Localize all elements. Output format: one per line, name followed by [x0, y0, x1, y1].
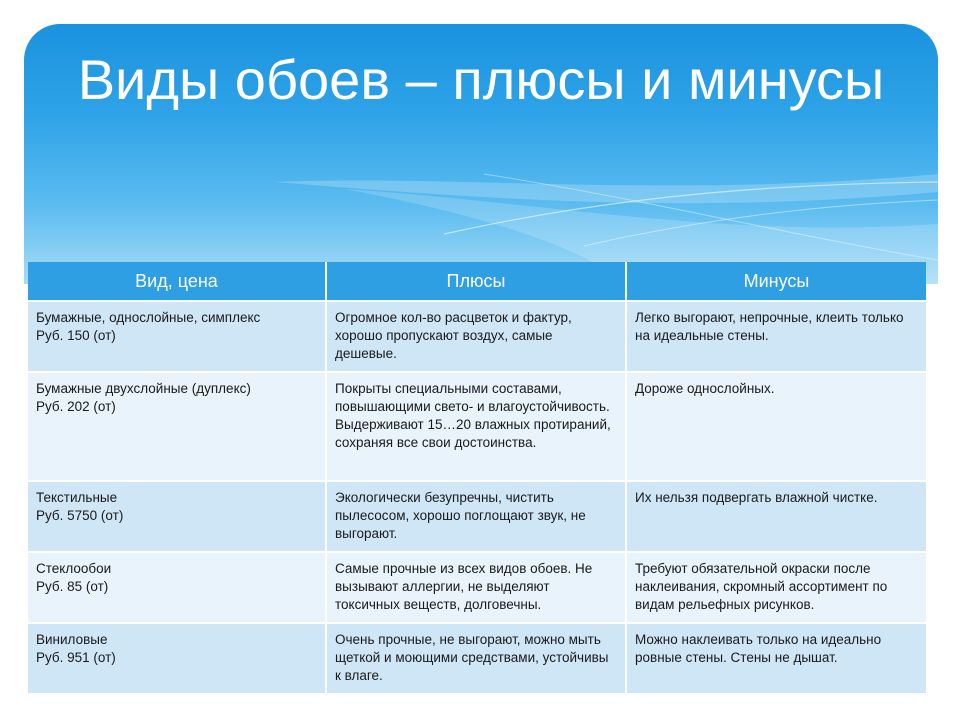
cell-type-price: Бумажные двухслойные (дуплекс) Руб. 202 (от) — [28, 372, 326, 481]
header-type-price: Вид, цена — [28, 262, 326, 301]
cell-cons: Можно наклеивать только на идеально ровные стены. Стены не дышат. — [626, 623, 926, 694]
cell-pros: Огромное кол-во расцветок и фактур, хорошо пропускают воздух, самые дешевые. — [326, 301, 626, 372]
table-row — [28, 301, 926, 372]
cell-pros: Самые прочные из всех видов обоев. Не вызывают аллергии, не выделяют токсичных веществ, долговечны. — [326, 552, 626, 623]
table-row — [28, 481, 926, 552]
cell-pros: Покрыты специальными составами, повышающими свето- и влагоустойчивость. Выдерживают 15…20 влажных протираний, сохраняя все свои достоинства. — [326, 372, 626, 481]
cell-type-price: Текстильные Руб. 5750 (от) — [28, 481, 326, 552]
cell-type-price: Стеклообои Руб. 85 (от) — [28, 552, 326, 623]
cell-cons: Дороже однослойных. — [626, 372, 926, 481]
cell-pros: Экологически безупречны, чистить пылесосом, хорошо поглощают звук, не выгорают. — [326, 481, 626, 552]
cell-type-price: Бумажные, однослойные, симплекс Руб. 150 (от) — [28, 301, 326, 372]
wallpaper-comparison-table — [28, 262, 926, 695]
cell-type-price: Виниловые Руб. 951 (от) — [28, 623, 326, 694]
table-row — [28, 552, 926, 623]
page-title: Виды обоев – плюсы и минусы — [77, 48, 885, 111]
table-row — [28, 623, 926, 694]
cell-cons: Их нельзя подвергать влажной чистке. — [626, 481, 926, 552]
header-pros: Плюсы — [326, 262, 626, 301]
cell-pros: Очень прочные, не выгорают, можно мыть щеткой и моющими средствами, устойчивы к влаге. — [326, 623, 626, 694]
table-header-row — [28, 262, 926, 301]
cell-cons: Требуют обязательной окраски после наклеивания, скромный ассортимент по видам рельефных рисунков. — [626, 552, 926, 623]
table-row — [28, 372, 926, 481]
header-cons: Минусы — [626, 262, 926, 301]
cell-cons: Легко выгорают, непрочные, клеить только на идеальные стены. — [626, 301, 926, 372]
